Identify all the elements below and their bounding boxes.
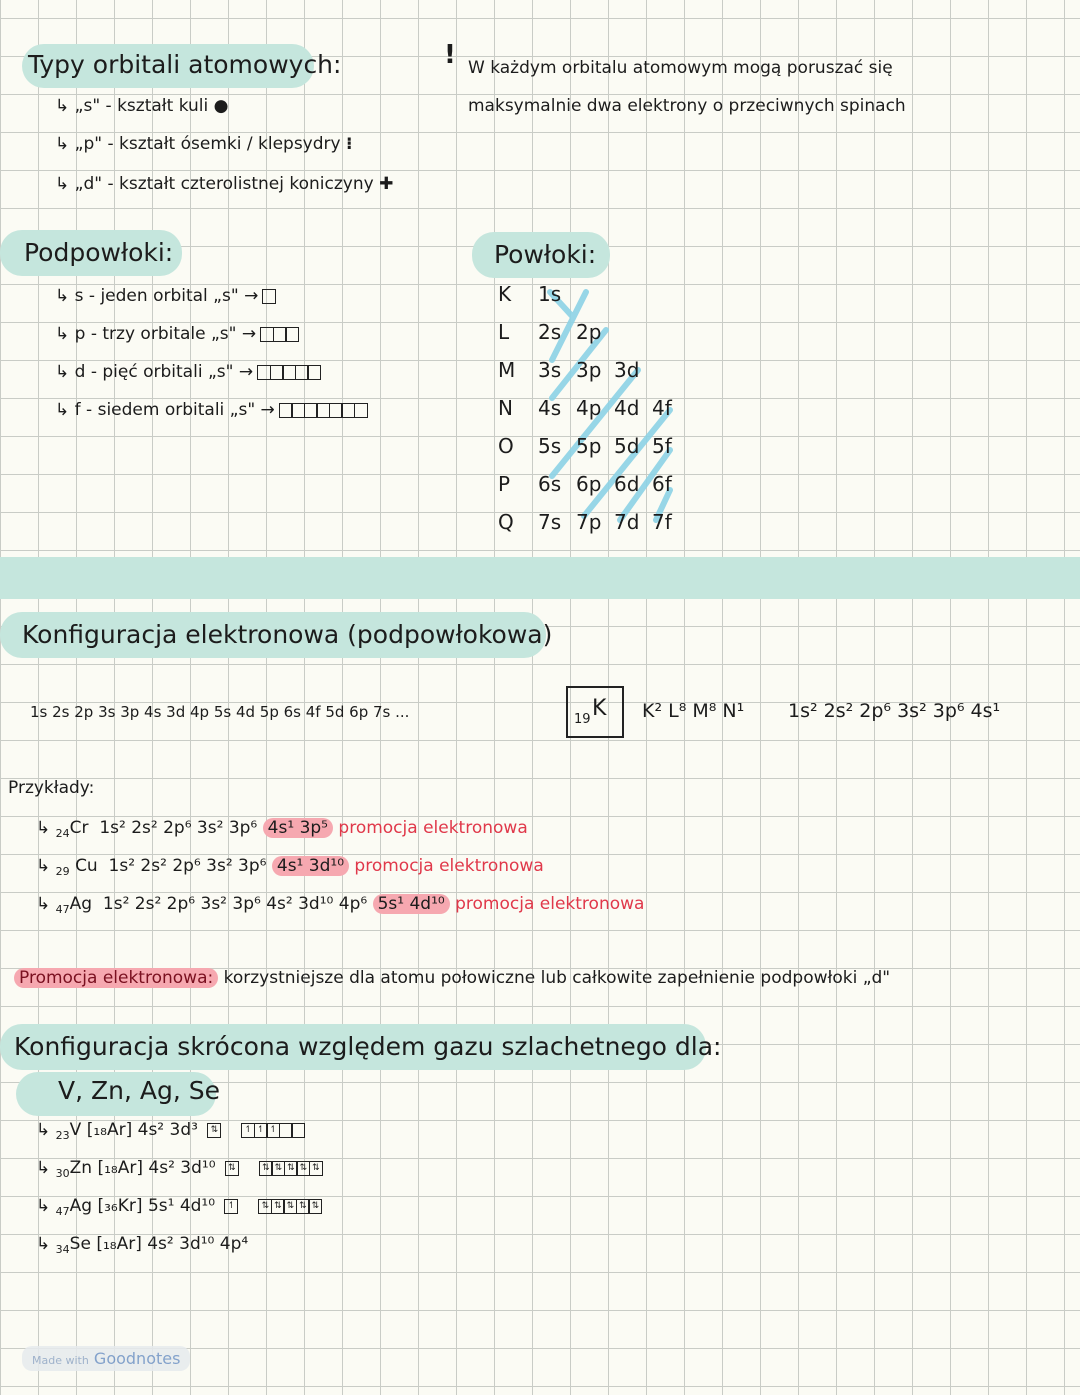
- spin-box: ⇅: [296, 1199, 310, 1214]
- promotion-definition: korzystniejsze dla atomu połowiczne lub całkowite zapełnienie podpowłoki „d": [223, 968, 891, 988]
- orbital-label: 7p: [576, 510, 602, 534]
- orbital-label: 4d: [614, 396, 640, 420]
- config-rest: 4s² 3d³: [137, 1120, 198, 1140]
- orbital-label: 2s: [538, 320, 562, 344]
- orbital-type-s-text: „s" - kształt kuli ●: [74, 96, 229, 116]
- config-title: Konfiguracja elektronowa (podpowłokowa): [22, 620, 553, 649]
- promotion-highlight: 4s¹ 3d¹⁰: [272, 856, 349, 876]
- examples-title: Przykłady:: [8, 778, 95, 798]
- example-element: K: [592, 696, 607, 721]
- element-symbol: Ag: [69, 894, 93, 914]
- shell-symbol: N: [498, 396, 513, 420]
- note-line-2: maksymalnie dwa elektrony o przeciwnych spinach: [468, 96, 906, 116]
- spin-box: ↿: [266, 1123, 280, 1138]
- element-symbol: Se: [69, 1234, 91, 1254]
- short-row-v: ↳ $_{23}$V [₁₈Ar] 4s² 3d³ ⇅ ↿ ↿ ↿: [36, 1120, 304, 1140]
- spin-box: ⇅: [296, 1161, 310, 1176]
- orbital-label: 7f: [652, 510, 672, 534]
- made-with-text: Made with: [32, 1354, 89, 1367]
- shell-symbol: K: [498, 282, 512, 306]
- orbital-label: 7s: [538, 510, 562, 534]
- short-row-ag: ↳ $_{47}$Ag [₃₆Kr] 5s¹ 4d¹⁰ ↿ ⇅ ⇅ ⇅ ⇅ ⇅: [36, 1196, 321, 1216]
- example-subshell-config: 1s² 2s² 2p⁶ 3s² 3p⁶ 4s¹: [788, 700, 1001, 722]
- orbital-label: 5s: [538, 434, 562, 458]
- spin-box: ⇅: [259, 1161, 273, 1176]
- promotion-label: promocja elektronowa: [455, 894, 645, 914]
- subshell-f-text: f - siedem orbitali „s" →: [74, 400, 275, 420]
- spin-box: ⇅: [284, 1161, 298, 1176]
- config-base: 1s² 2s² 2p⁶ 3s² 3p⁶ 4s² 3d¹⁰ 4p⁶: [102, 894, 368, 914]
- orbital-label: 4s: [538, 396, 562, 420]
- subshell-s: ↳ s - jeden orbital „s" →: [55, 286, 275, 306]
- orbital-type-d-text: „d" - kształt czterolistnej koniczyny ✚: [74, 174, 394, 194]
- spin-box: ⇅: [308, 1199, 322, 1214]
- atomic-number: 34: [55, 1243, 70, 1256]
- element-symbol: V: [69, 1120, 82, 1140]
- shells-title: Powłoki:: [494, 240, 597, 269]
- orbital-label: 5f: [652, 434, 672, 458]
- promotion-definition-line: [14, 968, 890, 988]
- config-order: 1s 2s 2p 3s 3p 4s 3d 4p 5s 4d 5p 6s 4f 5d 6p 7s ...: [30, 703, 410, 721]
- config-base: 1s² 2s² 2p⁶ 3s² 3p⁶: [99, 818, 258, 838]
- spin-box: ⇅: [283, 1199, 297, 1214]
- shell-symbol: O: [498, 434, 514, 458]
- config-rest: 4s² 3d¹⁰: [148, 1158, 216, 1178]
- subshell-d: ↳ d - pięć orbitali „s" →: [55, 362, 320, 382]
- orbital-label: 6s: [538, 472, 562, 496]
- promotion-label: promocja elektronowa: [338, 818, 528, 838]
- example-row-cu: ↳ $_{29}$ Cu 1s² 2s² 2p⁶ 3s² 3p⁶ 4s¹ 3d¹⁰ promocja elektronowa: [36, 856, 544, 878]
- subshell-d-text: d - pięć orbitali „s" →: [74, 362, 254, 382]
- spin-box: ↿: [254, 1123, 268, 1138]
- spin-box: [291, 1123, 305, 1138]
- subshell-s-text: s - jeden orbital „s" →: [74, 286, 259, 306]
- shell-row-l: [498, 320, 614, 344]
- config-rest: 4s² 3d¹⁰ 4p⁴: [147, 1234, 249, 1254]
- note-line-1: W każdym orbitalu atomowym mogą poruszać się: [468, 58, 893, 78]
- short-config-elements: V, Zn, Ag, Se: [58, 1076, 220, 1105]
- orbital-label: 3d: [614, 358, 640, 382]
- goodnotes-logo: Goodnotes: [93, 1349, 181, 1368]
- noble-core: [₃₆Kr]: [97, 1196, 143, 1216]
- spin-box: ⇅: [309, 1161, 323, 1176]
- orbital-boxes-d: [257, 365, 320, 380]
- spin-box: ⇅: [207, 1123, 221, 1138]
- hourglass-icon: ⁝: [346, 134, 353, 154]
- orbital-type-p-text: „p" - kształt ósemki / klepsydry: [74, 134, 341, 154]
- shell-row-n: [498, 396, 690, 420]
- promotion-highlight: 4s¹ 3p⁵: [263, 818, 333, 838]
- shell-symbol: L: [498, 320, 510, 344]
- shell-symbol: M: [498, 358, 516, 382]
- short-row-se: ↳ $_{34}$Se [₁₈Ar] 4s² 3d¹⁰ 4p⁴: [36, 1234, 249, 1256]
- orbital-type-d: ↳ „d" - kształt czterolistnej koniczyny ✚: [55, 174, 394, 194]
- atomic-number: 47: [55, 1205, 70, 1218]
- d-orbital-boxes: [259, 1161, 322, 1176]
- orbital-label: 5d: [614, 434, 640, 458]
- example-row-cr: ↳ $_{24}$Cr 1s² 2s² 2p⁶ 3s² 3p⁶ 4s¹ 3p⁵ promocja elektronowa: [36, 818, 528, 840]
- orbital-label: 6d: [614, 472, 640, 496]
- atomic-number: 30: [55, 1167, 70, 1180]
- promotion-label: promocja elektronowa: [354, 856, 544, 876]
- atomic-number: 23: [55, 1129, 70, 1142]
- shell-row-m: [498, 358, 652, 382]
- spin-box: ⇅: [271, 1161, 285, 1176]
- subshell-f: ↳ f - siedem orbitali „s" →: [55, 400, 366, 420]
- orbital-label: 4p: [576, 396, 602, 420]
- noble-core: [₁₈Ar]: [96, 1234, 142, 1254]
- goodnotes-badge: [22, 1346, 190, 1371]
- orbital-label: 6p: [576, 472, 602, 496]
- atomic-number: 47: [55, 903, 70, 916]
- element-symbol: Zn: [69, 1158, 93, 1178]
- s-orbital-box: [224, 1199, 237, 1214]
- orbital-label: 6f: [652, 472, 672, 496]
- subshells-title: Podpowłoki:: [24, 238, 174, 267]
- short-config-title: Konfiguracja skrócona względem gazu szlachetnego dla:: [14, 1032, 722, 1061]
- example-element-box: [566, 686, 624, 738]
- subshell-p-text: p - trzy orbitale „s" →: [74, 324, 257, 344]
- promotion-highlight: 5s¹ 4d¹⁰: [373, 894, 450, 914]
- s-orbital-box: [207, 1123, 220, 1138]
- orbital-types-title: Typy orbitali atomowych:: [28, 50, 342, 79]
- spin-box: ⇅: [258, 1199, 272, 1214]
- atomic-number: 24: [55, 827, 70, 840]
- orbital-label: 7d: [614, 510, 640, 534]
- shell-row-o: [498, 434, 690, 458]
- orbital-boxes-s: [262, 289, 275, 304]
- noble-core: [₁₈Ar]: [86, 1120, 133, 1140]
- orbital-label: 5p: [576, 434, 602, 458]
- element-symbol: Cr: [69, 818, 89, 838]
- orbital-label: 2p: [576, 320, 602, 344]
- s-orbital-box: [225, 1161, 238, 1176]
- spin-box: ⇅: [271, 1199, 285, 1214]
- subshell-p: ↳ p - trzy orbitale „s" →: [55, 324, 298, 344]
- config-rest: 5s¹ 4d¹⁰: [147, 1196, 216, 1216]
- element-symbol: Cu: [75, 856, 98, 876]
- d-orbital-boxes: [258, 1199, 321, 1214]
- atomic-number: 29: [55, 865, 70, 878]
- example-z: 19: [574, 712, 591, 727]
- element-symbol: Ag: [69, 1196, 93, 1216]
- spin-box: ⇅: [225, 1161, 239, 1176]
- shell-row-k: [498, 282, 576, 306]
- section-divider-banner: [0, 557, 1080, 599]
- exclamation-icon: !: [444, 40, 456, 70]
- orbital-label: 3s: [538, 358, 562, 382]
- short-row-zn: ↳ $_{30}$Zn [₁₈Ar] 4s² 3d¹⁰ ⇅ ⇅ ⇅ ⇅ ⇅ ⇅: [36, 1158, 321, 1178]
- config-base: 1s² 2s² 2p⁶ 3s² 3p⁶: [108, 856, 267, 876]
- example-row-ag: ↳ $_{47}$Ag 1s² 2s² 2p⁶ 3s² 3p⁶ 4s² 3d¹⁰ 4p⁶ 5s¹ 4d¹⁰ promocja elektronowa: [36, 894, 645, 916]
- example-shell-config: K² L⁸ M⁸ N¹: [642, 700, 745, 722]
- orbital-label: 1s: [538, 282, 562, 306]
- orbital-boxes-p: [260, 327, 298, 342]
- promotion-term: Promocja elektronowa:: [14, 968, 218, 988]
- spin-box: ↿: [241, 1123, 255, 1138]
- orbital-label: 4f: [652, 396, 672, 420]
- orbital-type-p: ↳ „p" - kształt ósemki / klepsydry ⁝: [55, 134, 353, 154]
- orbital-type-s: ↳ „s" - kształt kuli ●: [55, 96, 229, 116]
- shell-symbol: Q: [498, 510, 514, 534]
- d-orbital-boxes: [241, 1123, 304, 1138]
- noble-core: [₁₈Ar]: [97, 1158, 143, 1178]
- orbital-boxes-f: [279, 403, 367, 418]
- spin-box: ↿: [224, 1199, 238, 1214]
- shell-row-p: [498, 472, 690, 496]
- shell-row-q: [498, 510, 690, 534]
- shell-symbol: P: [498, 472, 511, 496]
- orbital-label: 3p: [576, 358, 602, 382]
